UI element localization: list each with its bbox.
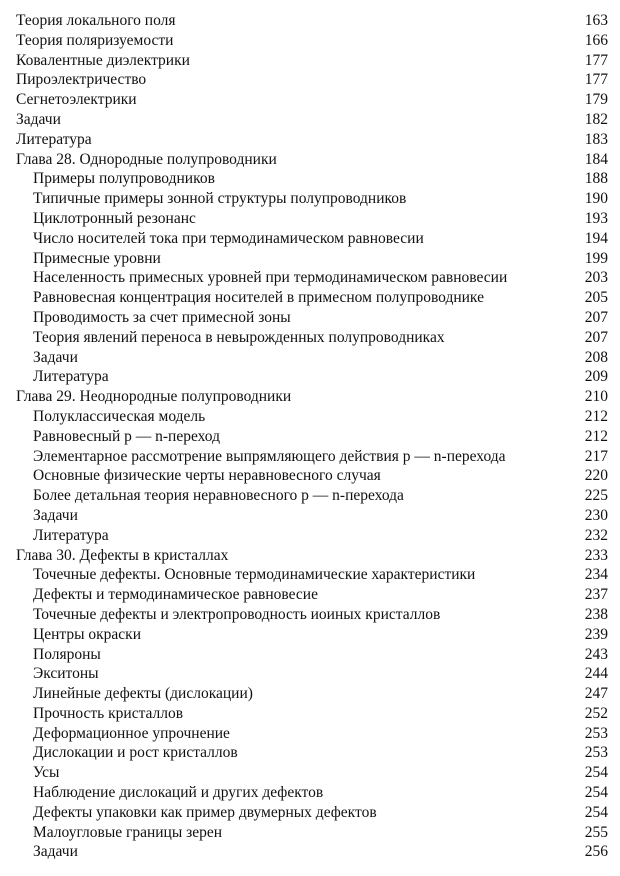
toc-section-entry: [0, 367, 620, 387]
toc-entry-title: Задачи: [16, 110, 61, 128]
toc-section-entry: [0, 268, 620, 288]
toc-section-entry: [0, 585, 620, 605]
toc-entry-title: Литература: [33, 526, 109, 544]
toc-entry-title: Теория локального поля: [16, 12, 176, 29]
toc-page-number: 243: [584, 645, 608, 663]
toc-entry-title: Сегнетоэлектрики: [16, 91, 137, 109]
toc-page-number: 205: [584, 289, 608, 307]
toc-entry-title: Теория поляризуемости: [16, 31, 174, 49]
toc-entry-title: Дефекты и термодинамическое равновесие: [33, 586, 318, 604]
toc-page-number: 207: [584, 328, 608, 346]
toc-entry-title: Центры окраски: [33, 625, 141, 643]
toc-entry-title: Пироэлектричество: [16, 71, 147, 89]
toc-page-number: 193: [584, 209, 608, 227]
toc-page-number: 177: [584, 71, 608, 89]
toc-page-number: 247: [584, 685, 608, 703]
toc-entry: [0, 31, 620, 51]
toc-page-number: 199: [584, 249, 608, 267]
toc-entry-title: Линейные дефекты (дислокации): [33, 685, 253, 703]
toc-page-number: 256: [584, 843, 608, 861]
toc-section-entry: [0, 447, 620, 467]
toc-entry-title: Элементарное рассмотрение выпрямляющего действия p — n-перехода: [33, 447, 506, 465]
toc-page-number: 239: [584, 625, 608, 643]
toc-entry-title: Деформационное упрочнение: [33, 724, 230, 742]
toc-page-number: 238: [584, 605, 608, 623]
toc-section-entry: [0, 842, 620, 862]
toc-page-number: 188: [584, 170, 608, 188]
table-of-contents: [0, 11, 620, 862]
toc-page-number: 232: [584, 526, 608, 544]
toc-page-number: 220: [584, 467, 608, 485]
toc-section-entry: [0, 823, 620, 843]
toc-page-number: 252: [584, 704, 608, 722]
toc-page-number: 254: [584, 784, 608, 802]
toc-page-number: 194: [584, 229, 608, 247]
toc-section-entry: [0, 565, 620, 585]
toc-section-entry: [0, 189, 620, 209]
toc-entry-title: Точечные дефекты и электропроводность иоиных кристаллов: [33, 605, 441, 623]
toc-entry: [0, 90, 620, 110]
toc-section-entry: [0, 625, 620, 645]
toc-page-number: 253: [584, 724, 608, 742]
toc-entry-title: Ковалентные диэлектрики: [16, 51, 190, 69]
toc-page-number: 179: [584, 91, 608, 109]
toc-entry-title: Литература: [33, 368, 109, 386]
toc-section-entry: [0, 605, 620, 625]
toc-entry-title: Глава 29. Неоднородные полупроводники: [16, 388, 292, 406]
toc-entry-title: Равновесный p — n-переход: [33, 427, 220, 445]
toc-page-number: 212: [584, 427, 608, 445]
toc-page-number: 253: [584, 744, 608, 762]
toc-section-entry: [0, 229, 620, 249]
toc-page-number: 208: [584, 348, 608, 366]
toc-section-entry: [0, 427, 620, 447]
toc-section-entry: [0, 169, 620, 189]
toc-section-entry: [0, 466, 620, 486]
toc-page-number: 166: [584, 31, 608, 49]
toc-page-number: 207: [584, 308, 608, 326]
toc-section-entry: [0, 684, 620, 704]
toc-section-entry: [0, 803, 620, 823]
toc-page-number: 237: [584, 586, 608, 604]
toc-section-entry: [0, 763, 620, 783]
toc-section-entry: [0, 506, 620, 526]
toc-entry-title: Основные физические черты неравновесного случая: [33, 467, 381, 485]
toc-entry: [0, 11, 620, 31]
toc-entry: [0, 150, 620, 170]
toc-entry: [0, 387, 620, 407]
toc-section-entry: [0, 288, 620, 308]
toc-section-entry: [0, 407, 620, 427]
toc-section-entry: [0, 209, 620, 229]
toc-page-number: 183: [584, 130, 608, 148]
toc-page-number: 244: [584, 665, 608, 683]
toc-entry-title: Населенность примесных уровней при термодинамическом равновесии: [33, 269, 508, 287]
toc-entry-title: Малоугловые границы зерен: [33, 823, 223, 841]
toc-entry-title: Задачи: [33, 843, 78, 861]
toc-section-entry: [0, 348, 620, 368]
toc-entry-title: Экситоны: [33, 665, 99, 683]
toc-entry-title: Число носителей тока при термодинамическом равновесии: [33, 229, 424, 247]
toc-entry-title: Глава 28. Однородные полупроводники: [16, 150, 277, 168]
toc-page-number: 182: [584, 110, 608, 128]
toc-entry-title: Дефекты упаковки как пример двумерных дефектов: [33, 803, 377, 821]
toc-section-entry: [0, 783, 620, 803]
toc-page-number: 163: [584, 12, 608, 29]
toc-entry-title: Задачи: [33, 506, 78, 524]
toc-section-entry: [0, 724, 620, 744]
toc-page-number: 225: [584, 487, 608, 505]
toc-page-number: 203: [584, 269, 608, 287]
toc-entry-title: Равновесная концентрация носителей в примесном полупроводнике: [33, 289, 484, 307]
toc-section-entry: [0, 249, 620, 269]
toc-entry-title: Полуклассическая модель: [33, 407, 206, 425]
toc-entry-title: Типичные примеры зонной структуры полупроводников: [33, 190, 407, 208]
toc-page-number: 184: [584, 150, 608, 168]
toc-page-number: 217: [584, 447, 608, 465]
toc-page-number: 190: [584, 190, 608, 208]
toc-section-entry: [0, 526, 620, 546]
toc-section-entry: [0, 743, 620, 763]
toc-entry-title: Примеры полупроводников: [33, 170, 215, 188]
toc-section-entry: [0, 308, 620, 328]
toc-entry-title: Усы: [33, 764, 60, 782]
toc-page-number: 230: [584, 506, 608, 524]
toc-entry-title: Литература: [16, 130, 92, 148]
toc-entry-title: Теория явлений переноса в невырожденных полупроводниках: [33, 328, 445, 346]
toc-entry: [0, 110, 620, 130]
toc-page-number: 209: [584, 368, 608, 386]
toc-entry-title: Глава 30. Дефекты в кристаллах: [16, 546, 229, 564]
toc-entry-title: Наблюдение дислокаций и других дефектов: [33, 784, 324, 802]
toc-entry: [0, 70, 620, 90]
toc-entry-title: Прочность кристаллов: [33, 704, 184, 722]
toc-entry-title: Циклотронный резонанс: [33, 209, 196, 227]
toc-entry-title: Поляроны: [33, 645, 101, 663]
toc-entry: [0, 130, 620, 150]
toc-entry-title: Более детальная теория неравновесного p — n-перехода: [33, 487, 404, 505]
toc-section-entry: [0, 645, 620, 665]
toc-section-entry: [0, 328, 620, 348]
toc-section-entry: [0, 664, 620, 684]
toc-page-number: 177: [584, 51, 608, 69]
toc-page-number: 254: [584, 764, 608, 782]
toc-entry: [0, 51, 620, 71]
toc-section-entry: [0, 704, 620, 724]
toc-page-number: 233: [584, 546, 608, 564]
toc-page-number: 210: [584, 388, 608, 406]
toc-entry-title: Задачи: [33, 348, 78, 366]
toc-entry-title: Примесные уровни: [33, 249, 161, 267]
toc-page-number: 212: [584, 407, 608, 425]
toc-section-entry: [0, 486, 620, 506]
toc-entry: [0, 546, 620, 566]
toc-entry-title: Проводимость за счет примесной зоны: [33, 308, 291, 326]
toc-entry-title: Дислокации и рост кристаллов: [33, 744, 238, 762]
toc-page-number: 254: [584, 803, 608, 821]
toc-page-number: 234: [584, 566, 608, 584]
toc-page-number: 255: [584, 823, 608, 841]
toc-entry-title: Точечные дефекты. Основные термодинамические характеристики: [33, 566, 476, 584]
